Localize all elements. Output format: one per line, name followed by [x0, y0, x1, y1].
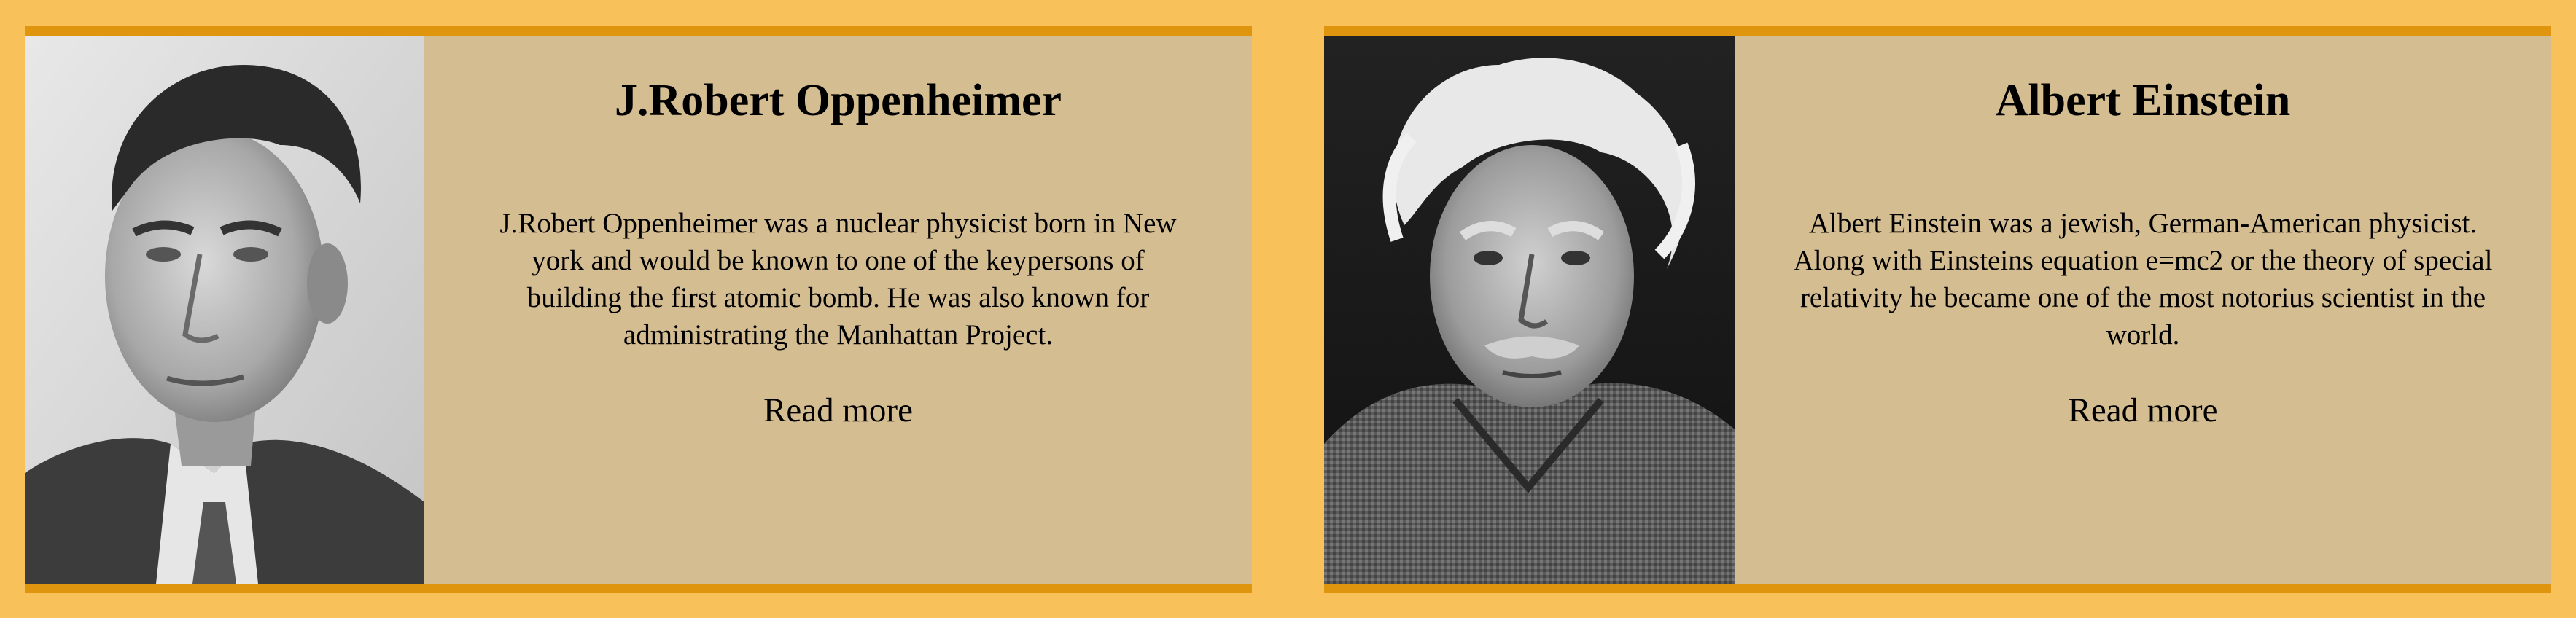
card-description: Albert Einstein was a jewish, German-American physicist. Along with Einsteins equation e=mc2 or the theory of special relativity he became one of the most notorius scientist in the world. — [1793, 208, 2493, 351]
card-oppenheimer — [25, 26, 1252, 593]
card-title: J.Robert Oppenheimer — [614, 76, 1062, 125]
card-einstein — [1324, 26, 2551, 593]
einstein-photo-icon — [1324, 36, 1735, 584]
card-content — [1735, 36, 2551, 584]
card-description: J.Robert Oppenheimer was a nuclear physicist born in New york and would be known to one of the keypersons of building the first atomic bomb. He was also known for administrating the Manhattan Project. — [499, 208, 1177, 351]
oppenheimer-portrait — [25, 36, 424, 584]
einstein-portrait — [1324, 36, 1735, 584]
read-more-link[interactable]: Read more — [763, 391, 913, 429]
card-content — [424, 36, 1252, 584]
card-title: Albert Einstein — [1995, 76, 2291, 125]
oppenheimer-photo-icon — [25, 36, 424, 584]
read-more-link[interactable]: Read more — [2068, 391, 2218, 429]
